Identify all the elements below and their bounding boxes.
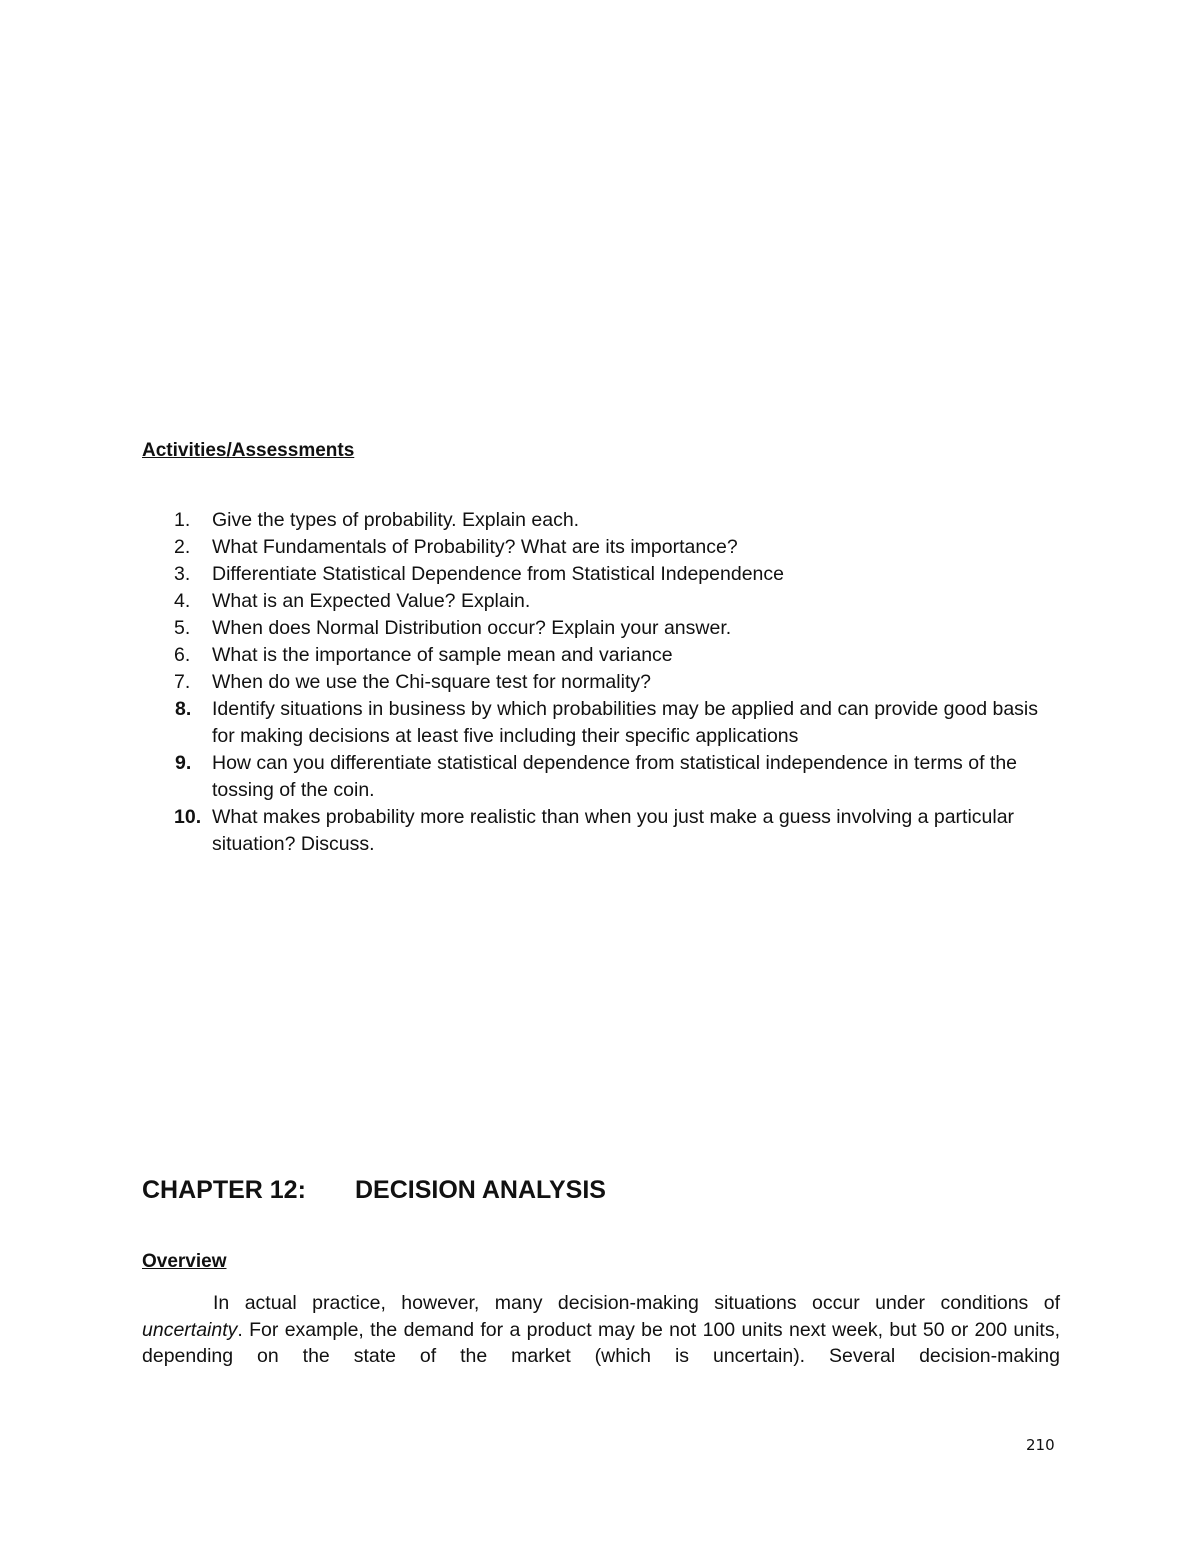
item-text: Give the types of probability. Explain each. — [212, 509, 580, 531]
list-item — [142, 804, 1062, 858]
chapter-label: CHAPTER 12: — [142, 1176, 306, 1204]
item-number: 3. — [174, 563, 191, 585]
overview-text-before: In actual practice, however, many decision-making situations occur under conditions of — [213, 1292, 1060, 1314]
item-text: What is the importance of sample mean and variance — [212, 644, 673, 666]
item-number: 8. — [175, 698, 192, 720]
chapter-title — [142, 1176, 606, 1205]
item-number: 2. — [174, 536, 191, 558]
list-item — [142, 669, 1062, 696]
item-text: What is an Expected Value? Explain. — [212, 590, 531, 612]
activities-list — [142, 507, 1062, 858]
list-item — [142, 750, 1062, 804]
list-item — [142, 534, 1062, 561]
overview-emphasis: uncertainty — [142, 1318, 238, 1341]
list-item — [142, 615, 1062, 642]
item-text: How can you differentiate statistical dependence from statistical independence in terms of the tossing of the coin. — [212, 752, 1018, 801]
item-number: 5. — [174, 617, 191, 639]
list-item — [142, 507, 1062, 534]
item-text: When do we use the Chi-square test for normality? — [212, 671, 651, 693]
item-text: What Fundamentals of Probability? What are its importance? — [212, 536, 738, 558]
overview-paragraph — [142, 1290, 1060, 1370]
item-number: 4. — [174, 590, 191, 612]
item-number: 1. — [174, 509, 191, 531]
activities-heading: Activities/Assessments — [142, 440, 355, 461]
list-item — [142, 588, 1062, 615]
item-number: 6. — [174, 644, 191, 666]
chapter-name: DECISION ANALYSIS — [355, 1176, 606, 1204]
overview-text-after: . For example, the demand for a product may be not 100 units next week, but 50 or 200 units, depending on the state of the market (which is uncertain). Several decision-making — [142, 1318, 1060, 1367]
overview-heading: Overview — [142, 1251, 227, 1272]
list-item — [142, 696, 1062, 750]
list-item — [142, 642, 1062, 669]
item-text: When does Normal Distribution occur? Explain your answer. — [212, 617, 732, 639]
item-number: 9. — [175, 752, 192, 774]
item-number: 7. — [174, 671, 191, 693]
item-text: Identify situations in business by which probabilities may be applied and can provide good basis for making decisions at least five including their specific applications — [212, 698, 1038, 747]
item-number: 10. — [174, 806, 202, 828]
page-number: 210 — [1026, 1436, 1055, 1454]
item-text: What makes probability more realistic than when you just make a guess involving a particular situation? Discuss. — [212, 806, 1015, 855]
list-item — [142, 561, 1062, 588]
item-text: Differentiate Statistical Dependence from Statistical Independence — [212, 563, 784, 585]
